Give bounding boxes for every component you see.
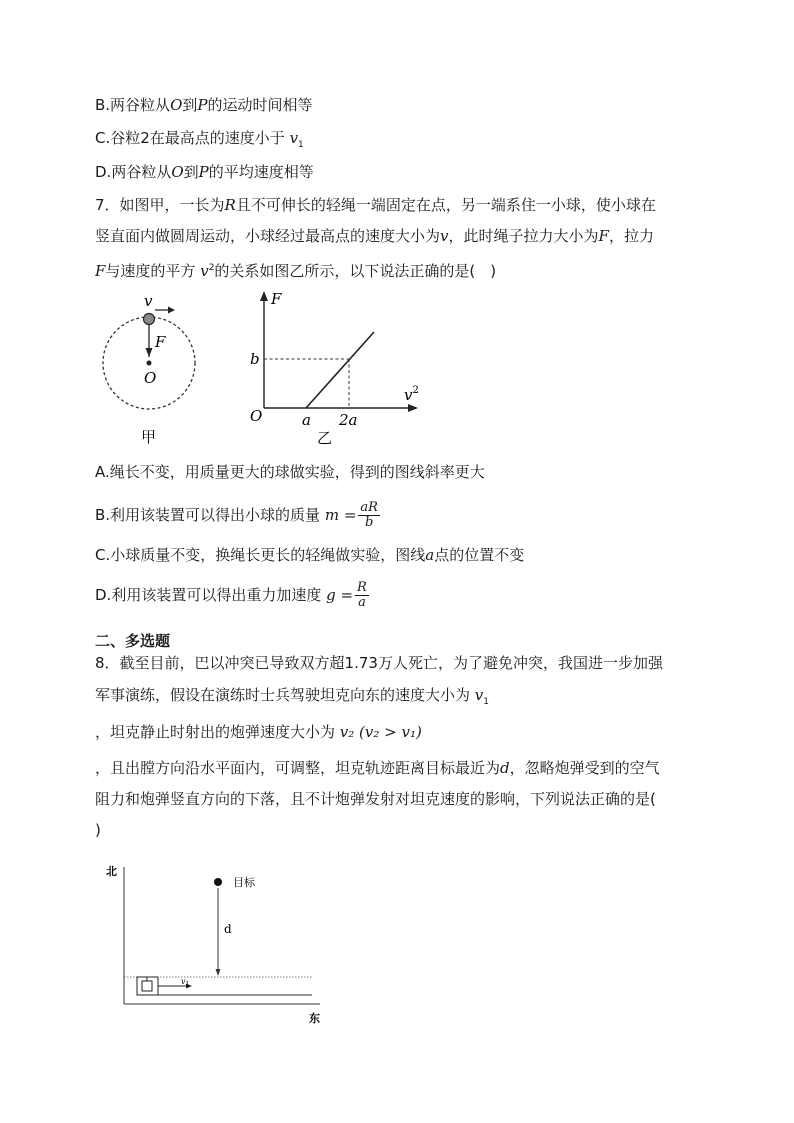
label-north: 北 — [106, 865, 117, 878]
q7-option-d — [95, 575, 371, 615]
force-arrowhead — [146, 348, 153, 357]
text: ，且出膛方向沿水平面内，可调整，坦克轨迹距离目标最近为 — [95, 759, 501, 777]
x-axis-arrowhead — [408, 404, 418, 412]
label-2a: 2a — [339, 411, 358, 429]
text: 7．如图甲，一长为 — [95, 196, 225, 214]
var-v-sub: 1 — [298, 140, 304, 150]
label-b: b — [250, 350, 260, 368]
fraction-ar-b — [358, 501, 380, 530]
label-v1-var: v — [181, 977, 186, 986]
option-c-prefix: C.谷粒2在最高点的速度小于 — [95, 129, 290, 147]
option-b-prefix: B.两谷粒从 — [95, 96, 171, 114]
var-p: P — [198, 163, 209, 181]
label-f: F — [155, 333, 166, 351]
numerator: aR — [360, 500, 378, 515]
numerator: R — [357, 580, 367, 595]
var-o: O — [171, 163, 184, 181]
text: 与速度的平方 — [105, 262, 201, 280]
label-v: v — [144, 292, 153, 310]
graph-line — [306, 332, 374, 408]
option-a-text: A.绳长不变，用质量更大的球做实验，得到的图线斜率更大 — [95, 463, 485, 481]
fraction-r-a — [355, 581, 369, 610]
text: D.利用该装置可以得出重力加速度 — [95, 586, 327, 604]
q7-option-c — [95, 545, 524, 565]
var-v: v — [200, 262, 209, 280]
q7-stem-line1 — [95, 195, 656, 215]
figure-tank — [100, 855, 330, 1030]
q8-stem-line1: 8．截至目前，巴以冲突已导致双方超1.73万人死亡，为了避免冲突，我国进一步加强 — [95, 654, 663, 672]
section-title: 二、多选题 — [95, 632, 171, 650]
figure-jia — [95, 290, 215, 450]
var-p: P — [197, 96, 208, 114]
figure-yi — [240, 285, 430, 450]
var-v: v — [289, 129, 299, 147]
var-d: d — [500, 759, 510, 777]
text: C.小球质量不变，换绳长更长的轻绳做实验，图线 — [95, 546, 426, 564]
q7-option-b — [95, 495, 382, 535]
var-a: a — [425, 546, 435, 564]
text: ，拉力 — [608, 227, 654, 245]
option-b-mid: 到 — [182, 96, 198, 114]
label-target: 目标 — [233, 876, 255, 889]
exponent: 2 — [208, 263, 215, 273]
label-a: a — [302, 411, 311, 429]
label-o: O — [144, 369, 157, 387]
option-b-suffix: 的运动时间相等 — [207, 96, 313, 114]
var-f: F — [95, 262, 106, 280]
tank-turret — [142, 981, 152, 991]
text: ，忽略炮弹受到的空气 — [509, 759, 660, 777]
label-f-axis: F — [271, 290, 282, 308]
var-o: O — [170, 96, 183, 114]
option-d-prefix: D.两谷粒从 — [95, 163, 172, 181]
denominator: b — [365, 515, 374, 530]
text: B.利用该装置可以得出小球的质量 — [95, 506, 325, 524]
q7-stem-line2 — [95, 226, 654, 246]
text: 军事演练，假设在演练时士兵驾驶坦克向东的速度大小为 — [95, 686, 475, 704]
q6-option-c — [95, 128, 304, 155]
x-axis-var: v — [404, 386, 413, 404]
q7-option-a — [95, 462, 485, 482]
denominator: a — [358, 595, 366, 610]
x-axis-exp: 2 — [412, 385, 419, 396]
text: 竖直面内做圆周运动，小球经过最高点的速度大小为 — [95, 227, 441, 245]
q6-option-d — [95, 162, 314, 182]
text: 且不可伸长的轻绳一端固定在点，另一端系住一小球，使小球在 — [235, 196, 656, 214]
text: ，坦克静止时射出的炮弹速度大小为 — [95, 723, 340, 741]
label-east: 东 — [309, 1012, 320, 1025]
label-origin: O — [250, 407, 263, 425]
var-f: F — [598, 227, 609, 245]
lhs-m: m = — [324, 506, 357, 524]
text: 的关系如图乙所示，以下说法正确的是( ) — [214, 262, 497, 280]
option-d-suffix: 的平均速度相等 — [208, 163, 314, 181]
q8-stem-line5: 阻力和炮弹竖直方向的下落，且不计炮弹发射对坦克速度的影响，下列说法正确的是( — [95, 790, 656, 808]
var-r: R — [224, 196, 236, 214]
center-dot — [147, 361, 152, 366]
q6-option-b — [95, 95, 313, 115]
q8-stem-line6: ) — [95, 821, 101, 839]
var-v: v — [474, 686, 484, 704]
velocity-arrowhead — [168, 307, 175, 314]
expr-v2: v₂ (v₂ > v₁) — [339, 723, 422, 741]
var-v-sub: 1 — [483, 697, 489, 707]
var-v: v — [440, 227, 449, 245]
y-axis-arrowhead — [260, 291, 268, 301]
q7-stem-line3 — [95, 258, 496, 281]
label-v2-axis — [404, 385, 419, 404]
lhs-g: g = — [326, 586, 354, 604]
text: 点的位置不变 — [434, 546, 525, 564]
target-dot — [214, 878, 222, 886]
ball — [144, 314, 155, 325]
label-d: d — [224, 922, 232, 936]
text: ，此时绳子拉力大小为 — [448, 227, 599, 245]
q8-stem-line3 — [95, 722, 422, 742]
caption-yi: 乙 — [317, 429, 333, 447]
option-d-mid: 到 — [183, 163, 199, 181]
q8-stem-line2 — [95, 685, 489, 712]
q8-stem-line4 — [95, 758, 660, 778]
caption-jia: 甲 — [141, 428, 157, 446]
label-v1-sub: 1 — [185, 981, 190, 988]
distance-arrowhead — [216, 969, 221, 976]
